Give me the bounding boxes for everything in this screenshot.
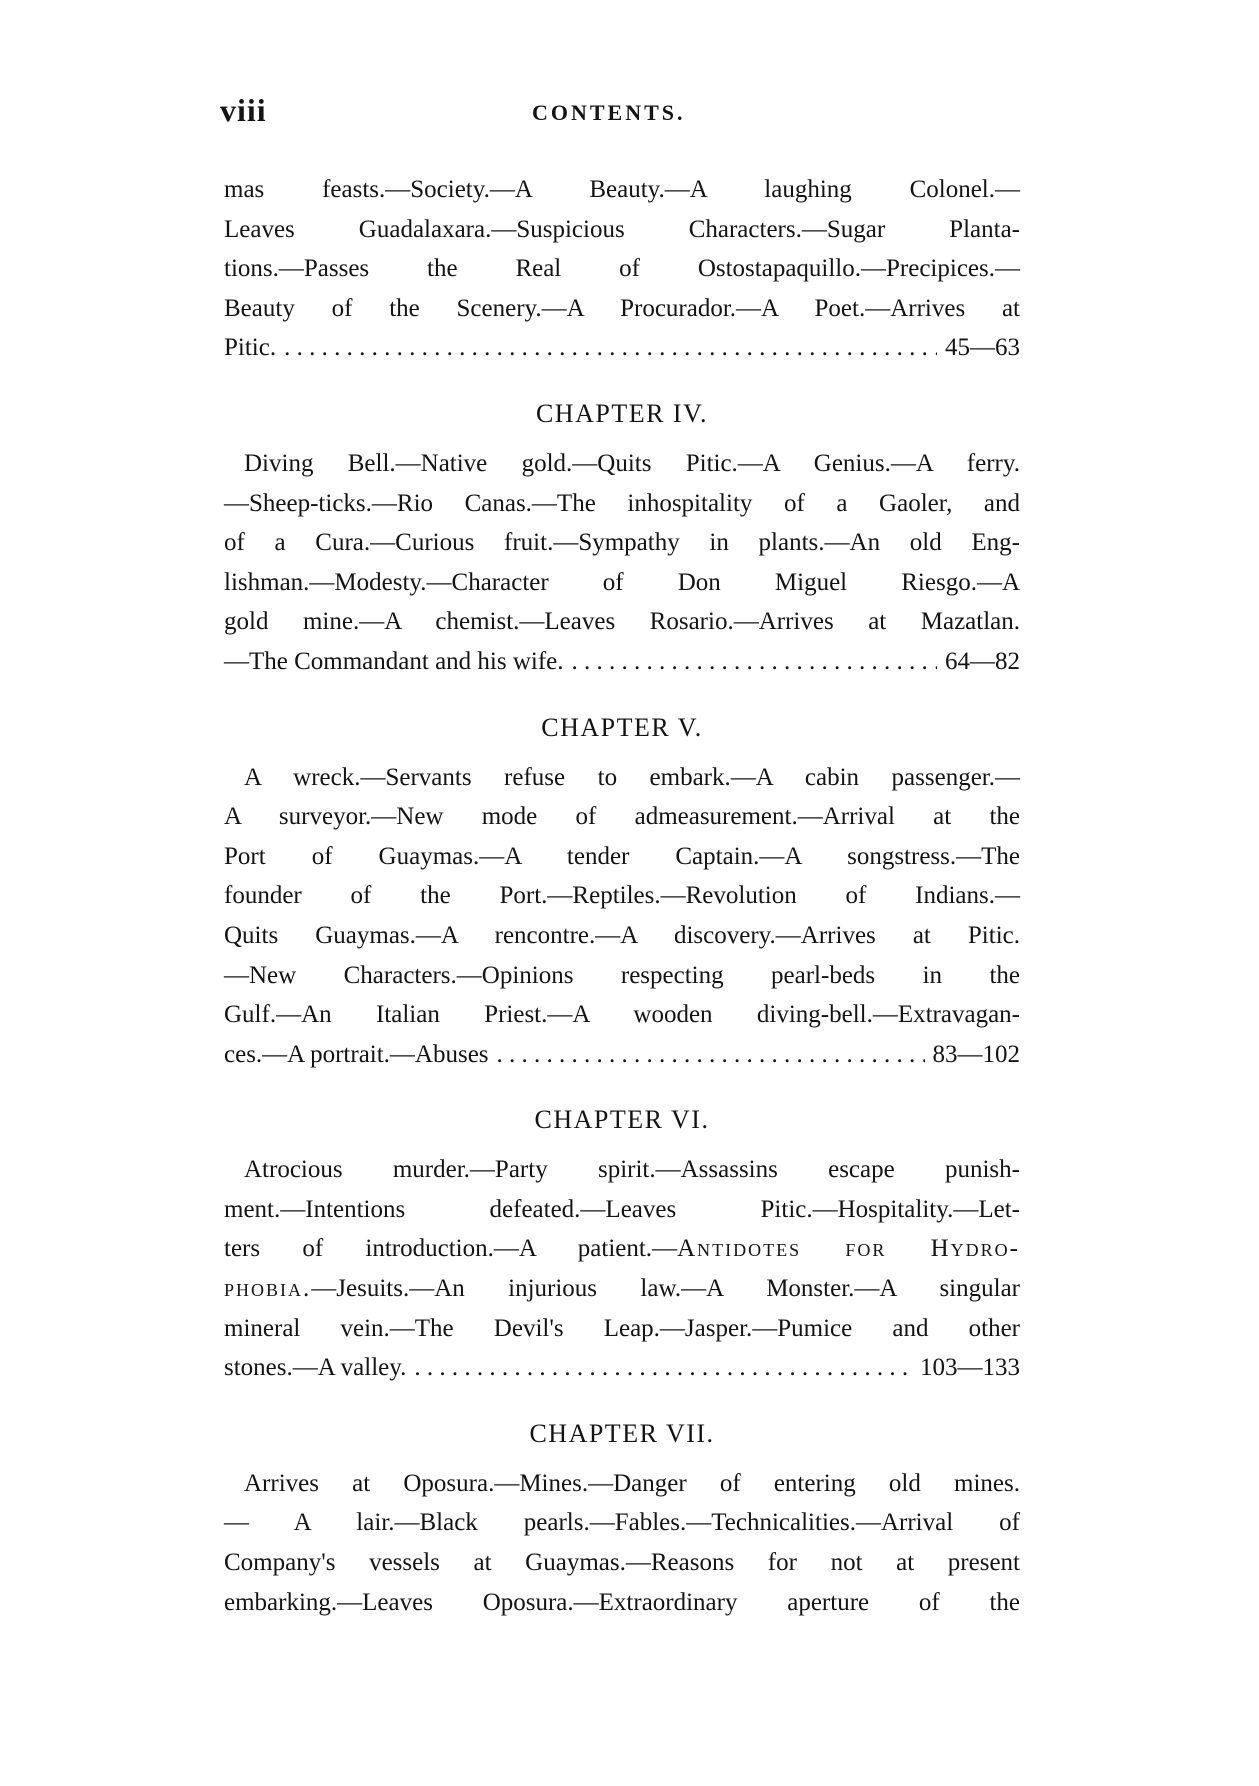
contents-text bbox=[224, 170, 1020, 1622]
page-range: 45—63 bbox=[945, 334, 1020, 362]
contents-line: lishman.—Modesty.—Character of Don Miguel Riesgo.—A bbox=[224, 568, 1020, 596]
contents-line: mineral vein.—The Devil's Leap.—Jasper.—Pumice and other bbox=[224, 1314, 1020, 1342]
chapter-iv bbox=[224, 396, 1020, 682]
contents-line-lead: —The Commandant and his wife. bbox=[224, 647, 564, 675]
contents-line: of a Cura.—Curious fruit.—Sympathy in plants.—An old Eng- bbox=[224, 529, 1020, 557]
contents-line-with-pages bbox=[224, 1035, 1020, 1075]
contents-line: gold mine.—A chemist.—Leaves Rosario.—Arrives at Mazatlan. bbox=[224, 608, 1020, 636]
contents-line bbox=[224, 1229, 1020, 1269]
contents-line: Diving Bell.—Native gold.—Quits Pitic.—A Genius.—A ferry. bbox=[244, 449, 1020, 477]
contents-line-lead: Pitic. bbox=[224, 334, 277, 362]
contents-line: Gulf.—An Italian Priest.—A wooden diving-bell.—Extravagan- bbox=[224, 1001, 1020, 1029]
contents-line: A wreck.—Servants refuse to embark.—A cabin passenger.— bbox=[244, 763, 1020, 791]
contents-line: — A lair.—Black pearls.—Fables.—Technicalities.—Arrival of bbox=[224, 1509, 1020, 1537]
chapter-vi bbox=[224, 1102, 1020, 1388]
dot-leader bbox=[284, 328, 937, 368]
contents-line: founder of the Port.—Reptiles.—Revolution of Indians.— bbox=[224, 882, 1020, 910]
small-caps-text: Antidotes for Hydro- bbox=[677, 1235, 1020, 1263]
dot-leader bbox=[497, 1035, 925, 1075]
chapter-heading: CHAPTER V. bbox=[541, 712, 703, 742]
contents-line-lead: stones.—A valley. bbox=[224, 1354, 407, 1382]
contents-line: Quits Guaymas.—A rencontre.—A discovery.—Arrives at Pitic. bbox=[224, 921, 1020, 949]
contents-line: —Sheep-ticks.—Rio Canas.—The inhospitality of a Gaoler, and bbox=[224, 489, 1020, 517]
contents-line: tions.—Passes the Real of Ostostapaquillo.—Precipices.— bbox=[224, 255, 1020, 283]
page-range: 103—133 bbox=[920, 1354, 1020, 1382]
contents-line-lead: ces.—A portrait.—Abuses bbox=[224, 1040, 489, 1068]
contents-line: Company's vessels at Guaymas.—Reasons for not at present bbox=[224, 1549, 1020, 1577]
contents-line-with-pages bbox=[224, 1348, 1020, 1388]
contents-line-with-pages bbox=[224, 642, 1020, 682]
chapter-iii-continuation bbox=[224, 170, 1020, 368]
running-title: CONTENTS. bbox=[532, 100, 686, 125]
contents-line bbox=[224, 1269, 1020, 1309]
page-range: 83—102 bbox=[932, 1040, 1020, 1068]
contents-line: ment.—Intentions defeated.—Leaves Pitic.—Hospitality.—Let- bbox=[224, 1195, 1020, 1223]
contents-line: Port of Guaymas.—A tender Captain.—A songstress.—The bbox=[224, 842, 1020, 870]
contents-line: mas feasts.—Society.—A Beauty.—A laughing Colonel.— bbox=[224, 176, 1020, 203]
contents-line: Leaves Guadalaxara.—Suspicious Characters.—Sugar Planta- bbox=[224, 215, 1020, 243]
contents-line-text: ters of introduction.—A patient.— bbox=[224, 1235, 678, 1263]
page-range: 64—82 bbox=[945, 647, 1020, 675]
chapter-v bbox=[224, 710, 1020, 1075]
contents-line: Beauty of the Scenery.—A Procurador.—A Poet.—Arrives at bbox=[224, 294, 1020, 322]
dot-leader bbox=[414, 1348, 912, 1388]
contents-line: embarking.—Leaves Oposura.—Extraordinary aperture of the bbox=[224, 1588, 1020, 1616]
contents-line: Atrocious murder.—Party spirit.—Assassins escape punish- bbox=[244, 1156, 1020, 1184]
running-head bbox=[220, 92, 1020, 132]
chapter-heading: CHAPTER VII. bbox=[529, 1418, 715, 1448]
chapter-heading: CHAPTER VI. bbox=[534, 1105, 710, 1135]
small-caps-text: phobia. bbox=[224, 1275, 312, 1303]
contents-line: Arrives at Oposura.—Mines.—Danger of entering old mines. bbox=[244, 1469, 1020, 1497]
page-number: viii bbox=[220, 92, 267, 128]
contents-line: —New Characters.—Opinions respecting pearl-beds in the bbox=[224, 961, 1020, 989]
chapter-heading: CHAPTER IV. bbox=[535, 398, 709, 428]
dot-leader bbox=[572, 642, 937, 682]
chapter-vii bbox=[224, 1416, 1020, 1622]
contents-line-text: —Jesuits.—An injurious law.—A Monster.—A singular bbox=[311, 1275, 1020, 1303]
contents-line: A surveyor.—New mode of admeasurement.—Arrival at the bbox=[224, 803, 1020, 831]
contents-line-with-pages bbox=[224, 328, 1020, 368]
